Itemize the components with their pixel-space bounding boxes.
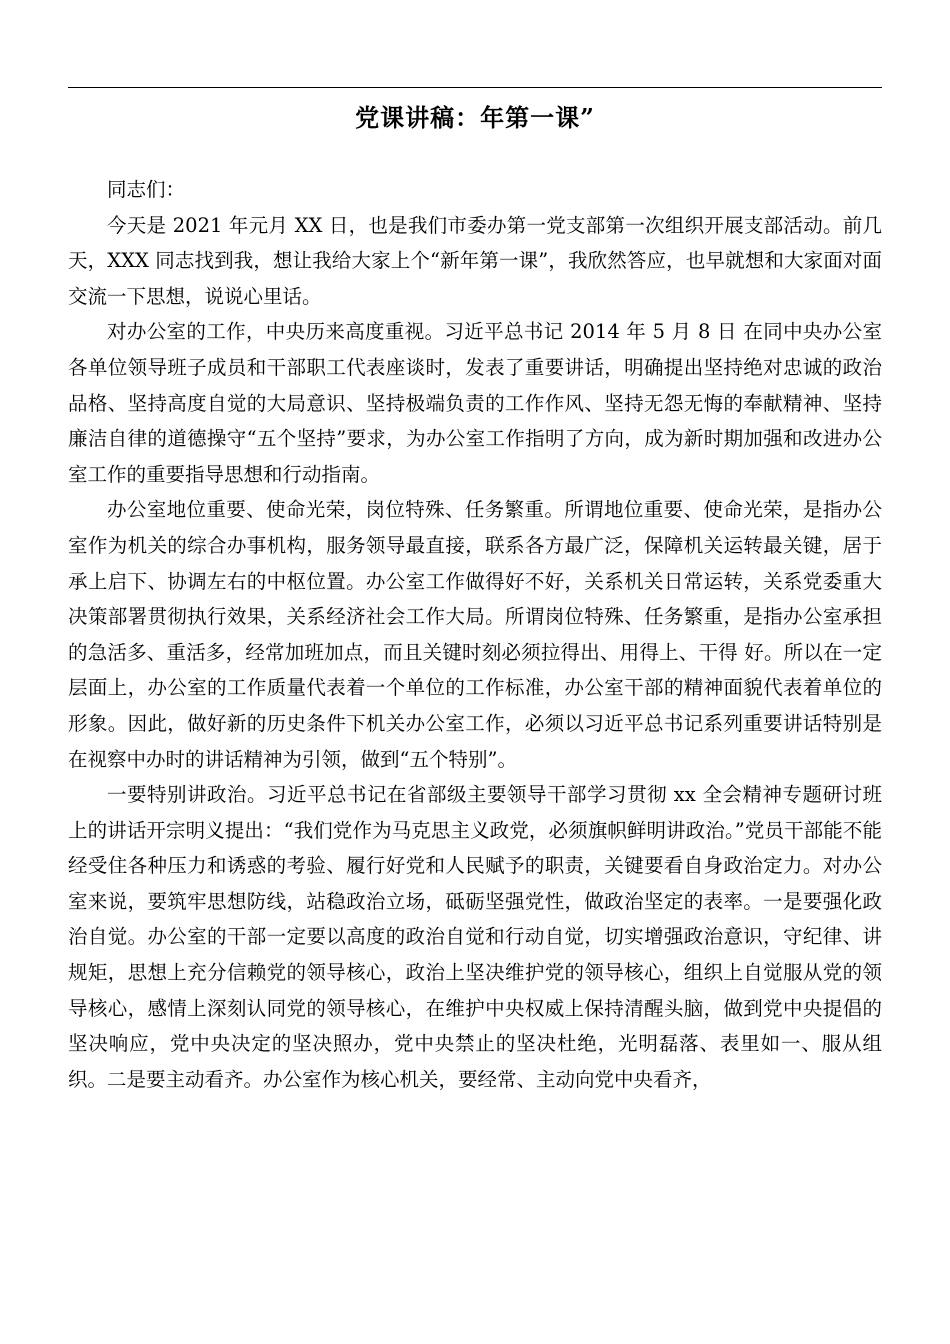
document-body — [68, 172, 882, 1097]
paragraph-2: 对办公室的工作，中央历来高度重视。习近平总书记 2014 年 5 月 8 日 在同中央办公室各单位领导班子成员和干部职工代表座谈时，发表了重要讲话，明确提出坚持绝对忠诚的政治品格、坚持高度自觉的大局意识、坚持极端负责的工作作风、坚持无怨无悔的奉献精神、坚持廉洁自律的道德操守“五个坚持”要求，为办公室工作指明了方向，成为新时期加强和改进办公室工作的重要指导思想和行动指南。 — [68, 320, 882, 486]
document-title: 党课讲稿：年第一课” — [355, 103, 595, 132]
salutation: 同志们： — [107, 178, 186, 201]
header-rule — [68, 87, 882, 88]
paragraph-4: 一要特别讲政治。习近平总书记在省部级主要领导干部学习贯彻 xx 全会精神专题研讨班上的讲话开宗明义提出：“我们党作为马克思主义政党，必须旗帜鲜明讲政治。”党员干部能不能经受住各种压力和诱惑的考验、履行好党和人民赋予的职责，关键要看自身政治定力。对办公室来说，要筑牢思想防线，站稳政治立场，砥砺坚强党性，做政治坚定的表率。一是要强化政治自觉。办公室的干部一定要以高度的政治自觉和行动自觉，切实增强政治意识，守纪律、讲规矩，思想上充分信赖党的领导核心，政治上坚决维护党的领导核心，组织上自觉服从党的领导核心，感情上深刻认同党的领导核心，在维护中央权威上保持清醒头脑，做到党中央提倡的坚决响应，党中央决定的坚决照办，党中央禁止的坚决杜绝，光明磊落、表里如一、服从组织。二是要主动看齐。办公室作为核心机关，要经常、主动向党中央看齐， — [68, 783, 882, 1091]
paragraph-3: 办公室地位重要、使命光荣，岗位特殊、任务繁重。所谓地位重要、使命光荣，是指办公室作为机关的综合办事机构，服务领导最直接，联系各方最广泛，保障机关运转最关键，居于承上启下、协调左右的中枢位置。办公室工作做得好不好，关系机关日常运转，关系党委重大决策部署贯彻执行效果，关系经济社会工作大局。所谓岗位特殊、任务繁重，是指办公室承担的急活多、重活多，经常加班加点，而且关键时刻必须拉得出、用得上、干得 好。所以在一定层面上，办公室的工作质量代表着一个单位的工作标准，办公室干部的精神面貌代表着单位的形象。因此，做好新的历史条件下机关办公室工作，必须以习近平总书记系列重要讲话特别是在视察中办时的讲话精神为引领，做到“五个特别”。 — [68, 498, 882, 771]
paragraph-1: 今天是 2021 年元月 XX 日，也是我们市委办第一党支部第一次组织开展支部活动。前几天，XXX 同志找到我，想让我给大家上个“新年第一课”，我欣然答应，也早就想和大家面对面交流一下思想，说说心里话。 — [68, 213, 882, 308]
